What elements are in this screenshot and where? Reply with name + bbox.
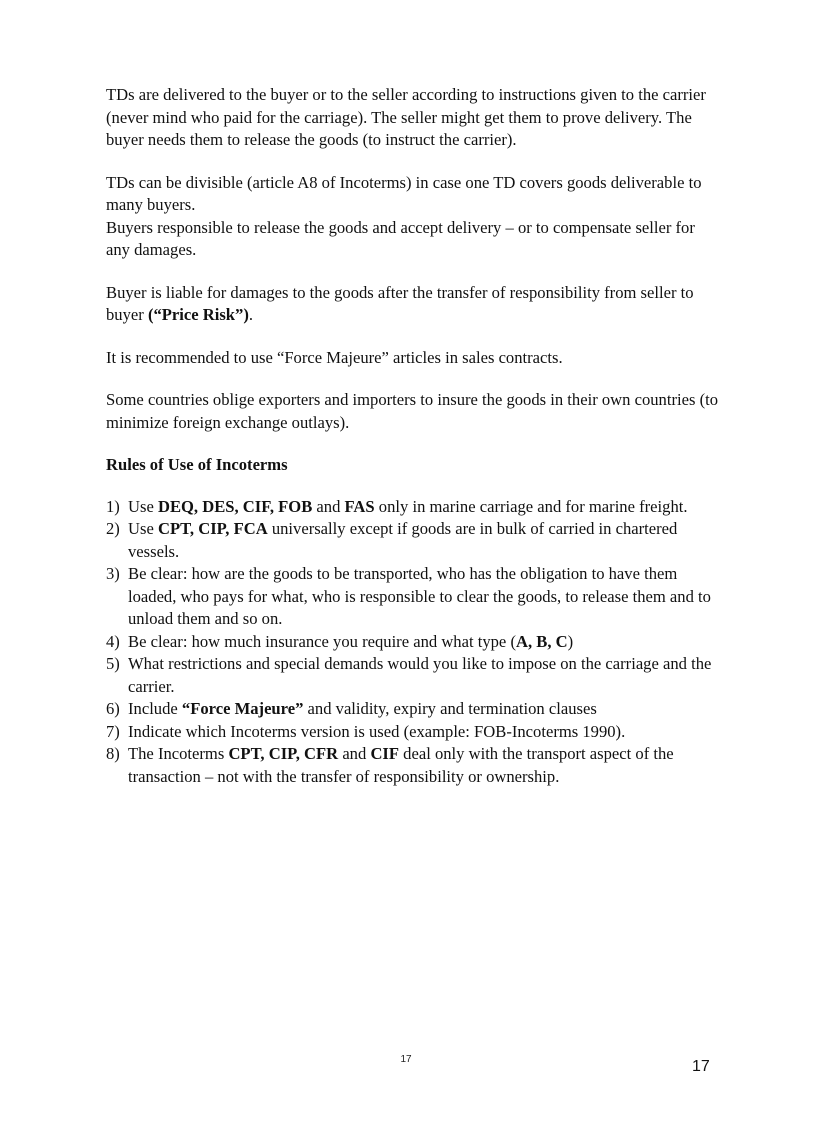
rule-text: ) (567, 631, 574, 651)
rule-number: 8) (106, 744, 120, 763)
rule-item (106, 698, 718, 721)
rule-text: Indicate which Incoterms version is used (example: FOB-Incoterms 1990). (128, 721, 626, 741)
paragraph-buyer-responsibility: Buyers responsible to release the goods and accept delivery – or to compensate seller for any damages. (106, 217, 695, 259)
rule-number: 2) (106, 519, 120, 538)
rule-number: 5) (106, 654, 120, 673)
paragraph-td-delivery: TDs are delivered to the buyer or to the seller according to instructions given to the carrier (never mind who paid for the carriage). The seller might get them to prove delivery. The buyer needs them to release the goods (to instruct the carrier). (106, 85, 706, 149)
rule-text: and validity, expiry and termination clauses (303, 699, 597, 718)
rule-term: CIF (370, 744, 400, 763)
rule-item (106, 631, 718, 654)
page-number-center: 17 (400, 1054, 412, 1065)
rule-number: 7) (106, 721, 120, 741)
rule-text: deal only with the transport aspect of the transaction – not with the transfer of responsibility or ownership. (128, 744, 674, 786)
rules-list (106, 496, 718, 789)
rule-text: only in marine carriage and for marine freight. (374, 496, 688, 516)
price-risk-end: . (248, 305, 254, 324)
rule-text: What restrictions and special demands would you like to impose on the carriage and the carrier. (128, 654, 712, 696)
rule-term: CPT, CIP, FCA (157, 519, 268, 538)
rule-text: The Incoterms (128, 744, 229, 763)
page-number-right: 17 (692, 1058, 710, 1075)
rule-item (106, 743, 718, 788)
rule-term: “Force Majeure” (181, 699, 304, 718)
rule-text: Include (128, 699, 182, 718)
rule-text: Use (128, 496, 158, 516)
price-risk-text: Buyer is liable for damages to the goods after the transfer of responsibility from seller to buyer (106, 282, 694, 324)
rule-number: 1) (106, 496, 120, 516)
paragraph-force-majeure: It is recommended to use “Force Majeure” articles in sales contracts. (106, 347, 563, 367)
paragraph-insurance: Some countries oblige exporters and importers to insure the goods in their own countries (to minimize foreign exchange outlays). (106, 390, 718, 432)
rule-number: 3) (106, 564, 120, 583)
rule-text: Use (128, 519, 158, 538)
rule-term: FAS (344, 496, 375, 516)
rule-number: 4) (106, 631, 120, 651)
rule-item (106, 518, 718, 563)
document-body (106, 84, 718, 788)
rule-text: and (338, 744, 371, 763)
paragraph-price-risk (106, 282, 718, 327)
price-risk-term: (“Price Risk”) (147, 305, 249, 324)
rule-item (106, 563, 718, 631)
rule-text: and (312, 496, 345, 516)
rule-item (106, 653, 718, 698)
rule-term: DEQ, DES, CIF, FOB (157, 496, 313, 516)
rule-text: Be clear: how much insurance you require and what type ( (128, 631, 516, 651)
paragraph-td-divisible: TDs can be divisible (article A8 of Incoterms) in case one TD covers goods deliverable to many buyers. (106, 172, 702, 214)
rule-item (106, 496, 718, 519)
rule-term: A, B, C (515, 631, 568, 651)
rule-term: CPT, CIP, CFR (228, 744, 339, 763)
rule-text: universally except if goods are in bulk of carried in chartered vessels. (128, 519, 678, 561)
rule-text: Be clear: how are the goods to be transported, who has the obligation to have them loaded, who pays for what, who is responsible to clear the goods, to release them and to unload them and so on. (128, 564, 711, 628)
rules-heading: Rules of Use of Incoterms (106, 455, 288, 474)
rule-number: 6) (106, 699, 120, 718)
rule-item (106, 721, 718, 744)
